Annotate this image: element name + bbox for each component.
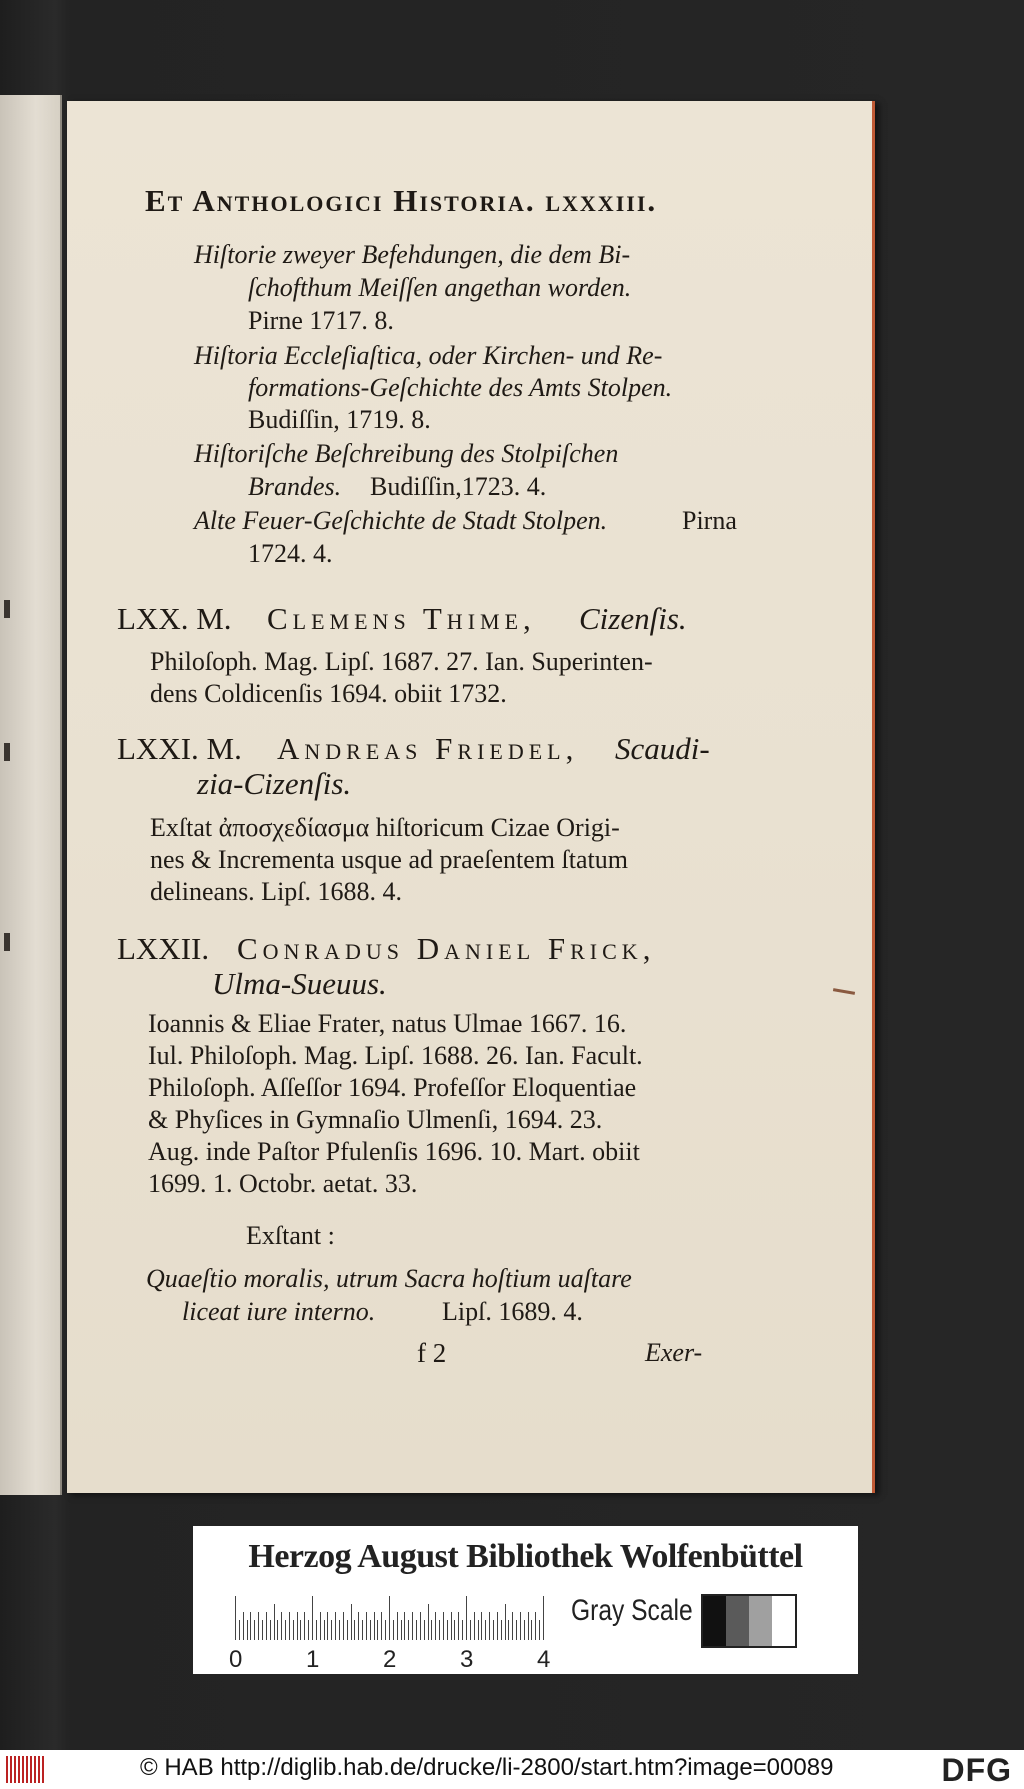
- ruler-tick: [285, 1620, 286, 1640]
- work-title-line: Hiſtorie zweyer Befehdungen, die dem Bi-: [194, 240, 631, 269]
- work-imprint: Budiſſin, 1719. 8.: [248, 405, 431, 434]
- margin-mark: [4, 933, 10, 951]
- ruler-tick: [428, 1604, 429, 1640]
- ruler-tick: [420, 1612, 421, 1640]
- ruler-tick: [543, 1596, 544, 1640]
- ruler-tick: [281, 1612, 282, 1640]
- ruler-tick: [512, 1612, 513, 1640]
- ruler-tick: [458, 1612, 459, 1640]
- ruler-tick: [274, 1604, 275, 1640]
- ruler-tick: [385, 1620, 386, 1640]
- entry-text-line: Iul. Philoſoph. Mag. Lipſ. 1688. 26. Ian. Facult.: [148, 1041, 643, 1070]
- ruler-tick: [254, 1620, 255, 1640]
- ruler-number: 2: [383, 1646, 397, 1673]
- ruler-tick: [304, 1612, 305, 1640]
- ruler-tick: [454, 1620, 455, 1640]
- ruler-number: 3: [460, 1646, 474, 1673]
- entry-origin: Cizenſis.: [579, 601, 687, 636]
- ruler-tick: [389, 1596, 390, 1640]
- ruler-number: 4: [537, 1646, 551, 1673]
- ruler-tick: [508, 1620, 509, 1640]
- ruler-tick: [377, 1620, 378, 1640]
- ruler-tick: [431, 1620, 432, 1640]
- ruler-tick: [474, 1612, 475, 1640]
- entry-number: LXXII.: [117, 931, 210, 966]
- entry-number: LXX. M.: [117, 601, 232, 636]
- ruler-tick: [262, 1620, 263, 1640]
- gray-swatch: [703, 1596, 726, 1646]
- ruler-tick: [258, 1612, 259, 1640]
- entry-text-line: Philoſoph. Aſſeſſor 1694. Profeſſor Eloquentiae: [148, 1073, 637, 1102]
- ruler-tick: [462, 1620, 463, 1640]
- gray-swatch: [726, 1596, 749, 1646]
- catchword: Exer-: [645, 1338, 703, 1367]
- signature-mark: f 2: [417, 1338, 447, 1368]
- ruler-tick: [439, 1620, 440, 1640]
- ruler-tick: [308, 1620, 309, 1640]
- footer-bar: [0, 1750, 1024, 1789]
- entry-origin: zia-Cizenſis.: [197, 766, 352, 801]
- gray-scale-label: Gray Scale: [571, 1594, 693, 1627]
- work-title-line: liceat iure interno.: [182, 1297, 376, 1326]
- ruler-tick: [370, 1620, 371, 1640]
- ruler-tick: [293, 1620, 294, 1640]
- book-page: [67, 101, 875, 1493]
- ruler-tick: [354, 1620, 355, 1640]
- ruler-tick: [539, 1620, 540, 1640]
- ruler-tick: [239, 1620, 240, 1640]
- ruler-tick: [447, 1620, 448, 1640]
- entry-text-line: Aug. inde Paſtor Pfulenſis 1696. 10. Mart. obiit: [148, 1137, 640, 1166]
- dfg-logo: DFG: [941, 1752, 1012, 1788]
- ruler-tick: [466, 1596, 467, 1640]
- entry-origin: Ulma-Sueuus.: [212, 966, 387, 1001]
- ruler-tick: [497, 1612, 498, 1640]
- work-title-line: formations-Geſchichte des Amts Stolpen.: [248, 373, 673, 402]
- ruler-tick: [347, 1620, 348, 1640]
- ruler-tick: [362, 1620, 363, 1640]
- entry-text-line: Exſtat ἀποσχεδίασμα hiſtoricum Cizae Origi-: [150, 813, 620, 842]
- ruler-tick: [481, 1612, 482, 1640]
- facing-page-edge: [0, 95, 62, 1495]
- ruler-tick: [331, 1620, 332, 1640]
- ruler-tick: [470, 1620, 471, 1640]
- entry-text-line: 1699. 1. Octobr. aetat. 33.: [148, 1169, 418, 1198]
- entry-name: Clemens Thime,: [267, 601, 536, 636]
- ruler-tick: [505, 1604, 506, 1640]
- scale-ruler: [235, 1596, 555, 1640]
- entry-text-line: delineans. Lipſ. 1688. 4.: [150, 877, 403, 906]
- ruler-number: 0: [229, 1646, 243, 1673]
- ruler-tick: [493, 1620, 494, 1640]
- ruler-tick: [335, 1612, 336, 1640]
- entry-origin: Scaudi-: [615, 731, 710, 766]
- copyright-url[interactable]: © HAB http://diglib.hab.de/drucke/li-2800/start.htm?image=00089: [140, 1754, 834, 1781]
- ruler-tick: [524, 1620, 525, 1640]
- entry-number: LXXI. M.: [117, 731, 242, 766]
- ruler-tick: [404, 1612, 405, 1640]
- entry-text-line: dens Coldicenſis 1694. obiit 1732.: [150, 679, 507, 708]
- ruler-tick: [300, 1620, 301, 1640]
- color-reference-plate: [193, 1526, 858, 1674]
- work-title-line: Quaeſtio moralis, utrum Sacra hoſtium uaſtare: [146, 1264, 632, 1293]
- gray-scale-swatches: [701, 1594, 797, 1648]
- ruler-tick: [381, 1612, 382, 1640]
- work-title-line: Hiſtoriſche Beſchreibung des Stolpiſchen: [194, 439, 619, 468]
- ruler-tick: [408, 1620, 409, 1640]
- ruler-tick: [358, 1612, 359, 1640]
- ruler-tick: [485, 1620, 486, 1640]
- work-title-line: Alte Feuer-Geſchichte de Stadt Stolpen.: [194, 506, 608, 535]
- entry-text-line: Philoſoph. Mag. Lipſ. 1687. 27. Ian. Superinten-: [150, 647, 653, 676]
- ruler-tick: [351, 1604, 352, 1640]
- ruler-tick: [247, 1620, 248, 1640]
- ruler-tick: [401, 1620, 402, 1640]
- ruler-tick: [397, 1612, 398, 1640]
- entry-text-line: Ioannis & Eliae Frater, natus Ulmae 1667. 16.: [148, 1009, 627, 1038]
- gray-swatch: [772, 1596, 795, 1646]
- ruler-tick: [277, 1620, 278, 1640]
- ruler-tick: [366, 1612, 367, 1640]
- ruler-tick: [316, 1620, 317, 1640]
- ruler-tick: [451, 1612, 452, 1640]
- ruler-tick: [412, 1612, 413, 1640]
- margin-mark: [4, 600, 10, 618]
- ruler-tick: [324, 1620, 325, 1640]
- work-imprint: Pirne 1717. 8.: [248, 306, 394, 335]
- work-title-line: ſchofthum Meiſſen angethan worden.: [248, 273, 632, 302]
- ruler-number: 1: [306, 1646, 320, 1673]
- entry-name: Andreas Friedel,: [277, 731, 579, 766]
- entry-text-line: nes & Incrementa usque ad praeſentem ſtatum: [150, 845, 628, 874]
- ruler-tick: [435, 1612, 436, 1640]
- ruler-tick: [266, 1612, 267, 1640]
- work-title-line: Hiſtoria Eccleſiaſtica, oder Kirchen- und Re-: [194, 341, 663, 370]
- ruler-tick: [327, 1612, 328, 1640]
- ruler-tick: [416, 1620, 417, 1640]
- ruler-tick: [235, 1596, 236, 1640]
- work-imprint-place: Pirna: [682, 506, 737, 535]
- ruler-tick: [501, 1620, 502, 1640]
- entry-text-line: & Phyſices in Gymnaſio Ulmenſi, 1694. 23.: [148, 1105, 603, 1134]
- work-imprint: 1724. 4.: [248, 539, 333, 568]
- ruler-tick: [443, 1612, 444, 1640]
- running-header: Et Anthologici Historia. lxxxiii.: [145, 183, 658, 218]
- hab-logo-icon: [6, 1756, 46, 1783]
- ruler-tick: [339, 1620, 340, 1640]
- margin-mark: [4, 743, 10, 761]
- gray-swatch: [749, 1596, 772, 1646]
- ruler-tick: [297, 1612, 298, 1640]
- ruler-tick: [489, 1612, 490, 1640]
- ruler-tick: [374, 1612, 375, 1640]
- ruler-tick: [250, 1612, 251, 1640]
- work-imprint: Budiſſin,1723. 4.: [370, 472, 547, 501]
- ruler-tick: [289, 1612, 290, 1640]
- extant-label: Exſtant :: [246, 1221, 335, 1250]
- ruler-tick: [535, 1612, 536, 1640]
- ruler-tick: [528, 1612, 529, 1640]
- ruler-tick: [520, 1612, 521, 1640]
- ruler-tick: [516, 1620, 517, 1640]
- ruler-tick: [393, 1620, 394, 1640]
- entry-name: Conradus Daniel Frick,: [237, 931, 656, 966]
- work-imprint: Lipſ. 1689. 4.: [442, 1297, 583, 1326]
- ruler-tick: [531, 1620, 532, 1640]
- ruler-tick: [343, 1612, 344, 1640]
- work-title-line: Brandes.: [248, 472, 342, 501]
- ruler-tick: [312, 1596, 313, 1640]
- library-name: Herzog August Bibliothek Wolfenbüttel: [248, 1538, 803, 1575]
- ruler-tick: [478, 1620, 479, 1640]
- ruler-tick: [320, 1612, 321, 1640]
- ruler-tick: [243, 1612, 244, 1640]
- ruler-tick: [270, 1620, 271, 1640]
- ruler-tick: [424, 1620, 425, 1640]
